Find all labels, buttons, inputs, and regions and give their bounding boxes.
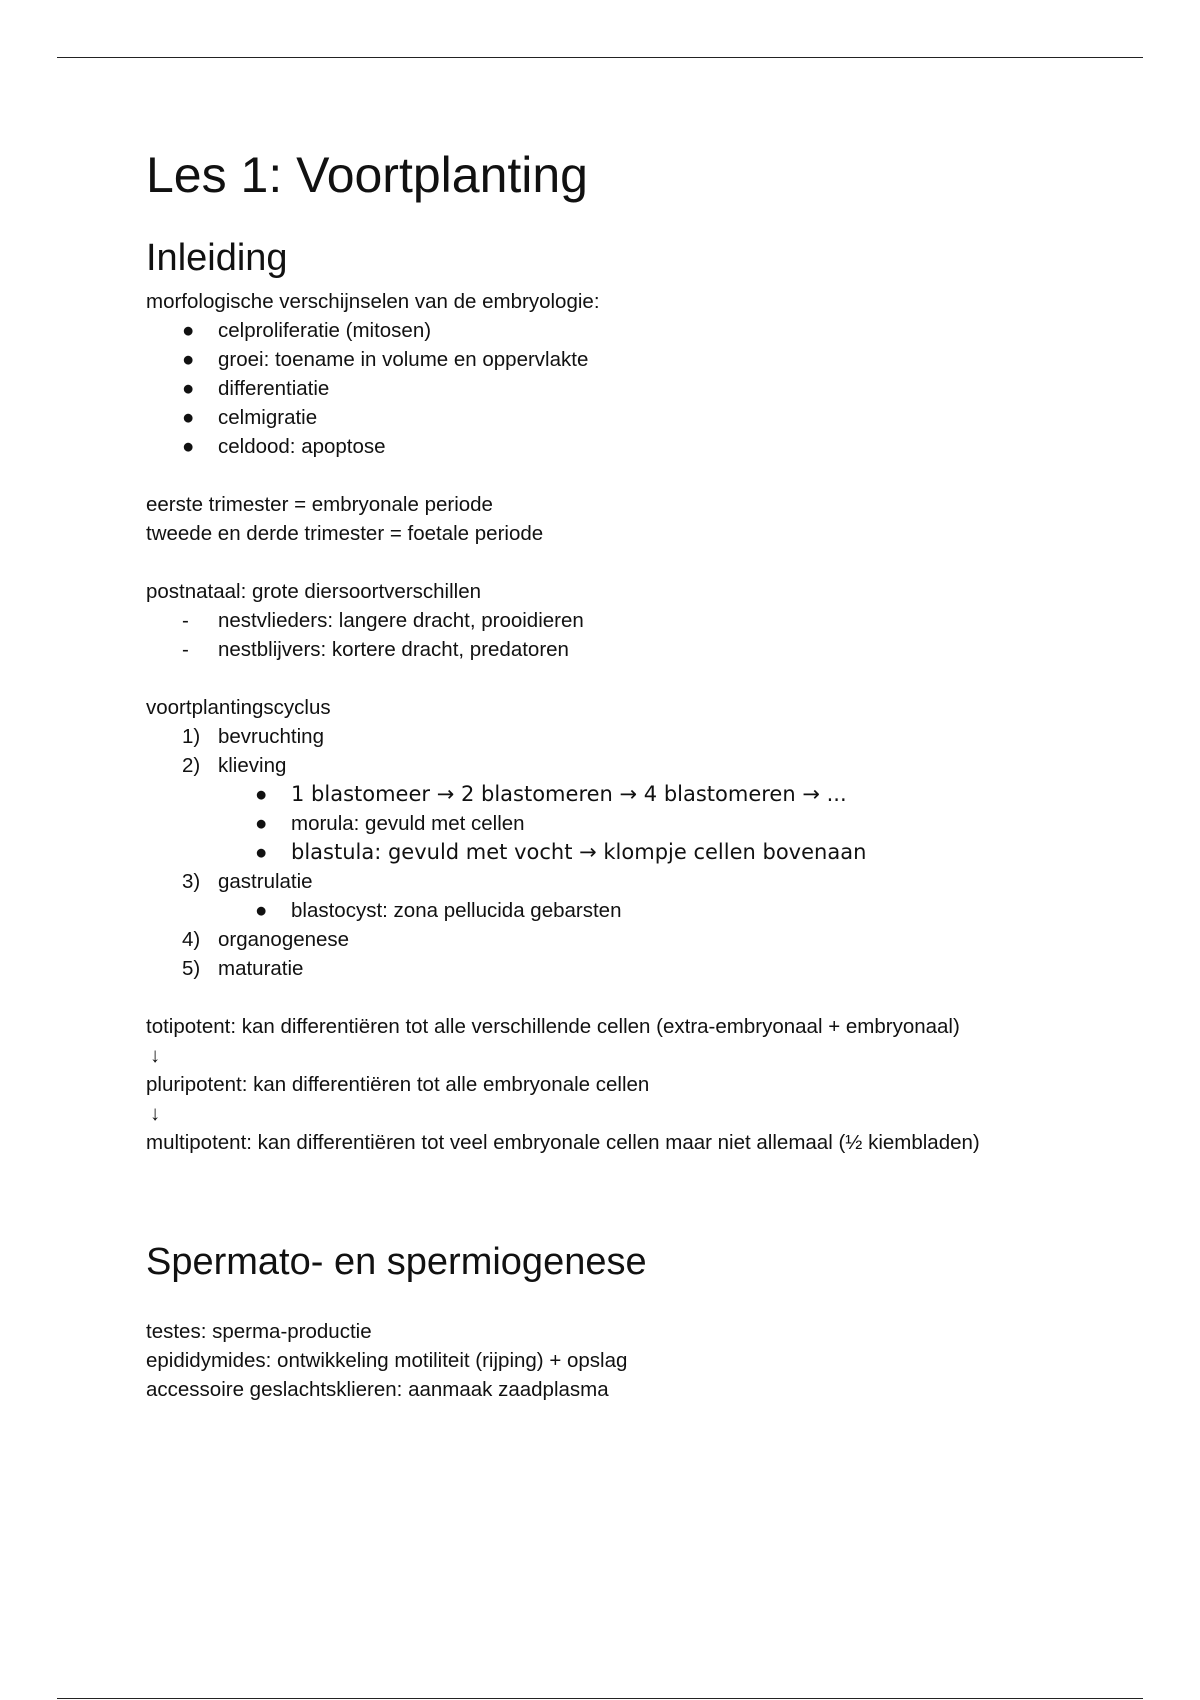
cyclus-title: voortplantingscyclus xyxy=(146,696,331,719)
list-item: ● celproliferatie (mitosen) xyxy=(146,316,1146,345)
trimester-first: eerste trimester = embryonale periode xyxy=(146,493,493,516)
list-item: 1) bevruchting xyxy=(182,725,324,748)
sub-list-item: ● blastocyst: zona pellucida gebarsten xyxy=(146,896,1146,925)
document-body xyxy=(146,140,1146,1404)
down-arrow-icon: ↓ xyxy=(150,1044,161,1067)
intro-text: morfologische verschijnselen van de embryologie: xyxy=(146,290,600,313)
dash-icon: - xyxy=(182,609,189,632)
cyclus-list xyxy=(146,722,1146,983)
multipotent-text: multipotent: kan differentiëren tot veel embryonale cellen maar niet allemaal (½ kiembladen) xyxy=(146,1131,980,1154)
list-item: ● differentiatie xyxy=(146,374,1146,403)
totipotent-text: totipotent: kan differentiëren tot alle verschillende cellen (extra-embryonaal + embryonaal) xyxy=(146,1015,960,1038)
list-item: - nestblijvers: kortere dracht, predatoren xyxy=(146,635,1146,664)
sub-list-item: ● morula: gevuld met cellen xyxy=(146,809,1146,838)
pluripotent-text: pluripotent: kan differentiëren tot alle embryonale cellen xyxy=(146,1073,650,1096)
list-item: ● groei: toename in volume en oppervlakte xyxy=(146,345,1146,374)
morphology-list xyxy=(146,316,1146,461)
sub-list-item: ● blastula: gevuld met vocht → klompje cellen bovenaan xyxy=(146,838,1146,867)
bullet-icon: ● xyxy=(182,406,195,429)
bullet-icon: ● xyxy=(182,435,195,458)
sub-list-item: ● 1 blastomeer → 2 blastomeren → 4 blastomeren → ... xyxy=(146,780,1146,809)
bullet-icon: ● xyxy=(182,319,195,342)
spermato-line: accessoire geslachtsklieren: aanmaak zaadplasma xyxy=(146,1378,609,1401)
bottom-rule xyxy=(57,1698,1143,1699)
page-title: Les 1: Voortplanting xyxy=(146,147,588,203)
postnataal-text: postnataal: grote diersoortverschillen xyxy=(146,580,482,603)
spermato-line: epididymides: ontwikkeling motiliteit (rijping) + opslag xyxy=(146,1349,628,1372)
postnataal-list xyxy=(146,606,1146,664)
bullet-icon: ● xyxy=(255,841,268,864)
list-item: ● celmigratie xyxy=(146,403,1146,432)
bullet-icon: ● xyxy=(182,348,195,371)
list-item: 4) organogenese xyxy=(182,928,350,951)
bullet-icon: ● xyxy=(255,812,268,835)
section-heading-spermato: Spermato- en spermiogenese xyxy=(146,1241,647,1283)
bullet-icon: ● xyxy=(255,783,268,806)
down-arrow-icon: ↓ xyxy=(150,1102,161,1125)
bullet-icon: ● xyxy=(182,377,195,400)
spermato-line: testes: sperma-productie xyxy=(146,1320,372,1343)
dash-icon: - xyxy=(182,638,189,661)
bullet-icon: ● xyxy=(255,899,268,922)
list-item: ● celdood: apoptose xyxy=(146,432,1146,461)
list-item: - nestvlieders: langere dracht, prooidieren xyxy=(146,606,1146,635)
trimester-second-third: tweede en derde trimester = foetale periode xyxy=(146,522,544,545)
section-heading-inleiding: Inleiding xyxy=(146,237,288,279)
list-item: 3) gastrulatie xyxy=(182,870,313,893)
list-item: 5) maturatie xyxy=(182,957,304,980)
top-rule xyxy=(57,57,1143,58)
list-item: 2) klieving xyxy=(182,754,287,777)
